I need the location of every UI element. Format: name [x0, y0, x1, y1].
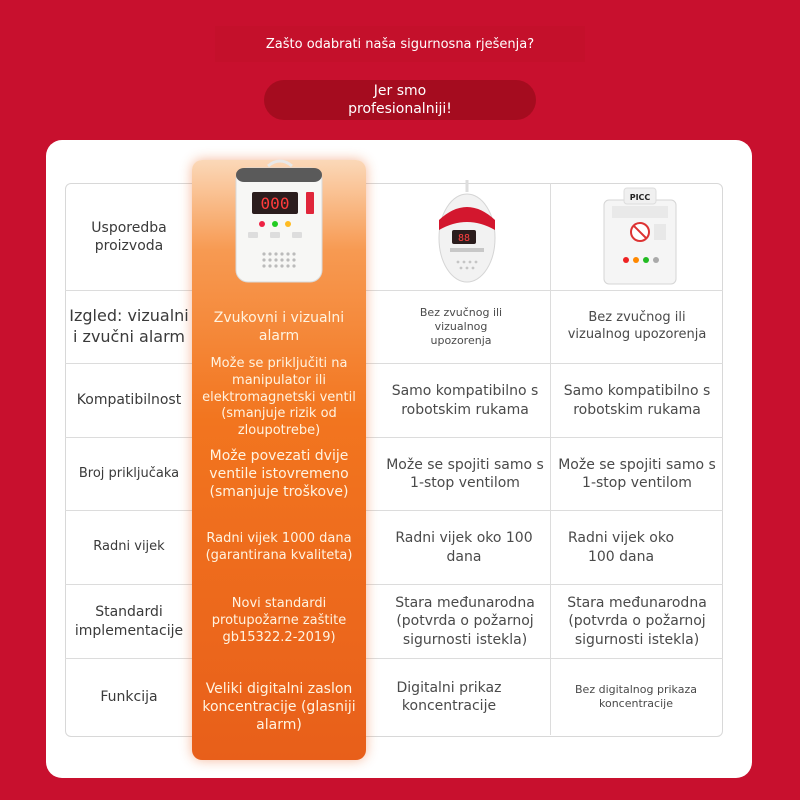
competitor-b-cell-connections: Može se spojiti samo s 1-stop ventilom — [558, 456, 716, 491]
competitor-a-image — [412, 180, 522, 286]
competitor-a-cell-connections: Može se spojiti samo s 1-stop ventilom — [386, 456, 544, 491]
competitor-b-cell-lifespan: Radni vijek oko 100 dana — [567, 530, 675, 565]
competitor-b-cell-standards: Stara međunarodna (potvrda o požarnoj sigurnosti istekla) — [567, 595, 707, 648]
competitor-a-cell-function: Digitalni prikaz koncentracije — [396, 679, 502, 714]
row-label-product-comparison: Usporedba proizvoda — [91, 219, 167, 254]
competitor-a-display-readout: 88 — [457, 233, 471, 244]
row-label-compatibility: Kompatibilnost — [76, 392, 182, 409]
our-cell-lifespan: Radni vijek 1000 dana (garantirana kvaliteta) — [205, 530, 353, 563]
our-cell-function: Veliki digitalni zaslon koncentracije (glasniji alarm) — [202, 680, 356, 734]
competitor-a-cell-standards: Stara međunarodna (potvrda o požarnoj sigurnosti istekla) — [395, 595, 535, 648]
headline-text: Zašto odabrati naša sigurnosna rješenja? — [265, 36, 535, 52]
competitor-b-cell-compatibility: Samo kompatibilno s robotskim rukama — [563, 383, 711, 418]
our-product-image — [222, 158, 338, 288]
gas-detector-icon — [222, 158, 338, 288]
row-label-function: Funkcija — [100, 688, 158, 705]
row-label-lifespan: Radni vijek — [93, 539, 165, 555]
competitor-b-image — [596, 186, 684, 286]
our-cell-standards: Novi standardi protupožarne zaštite gb15322.2-2019) — [211, 596, 347, 645]
our-cell-compatibility: Može se priključiti na manipulator ili elektromagnetski ventil (smanjuje rizik od zloupotrebe) — [202, 355, 356, 439]
slogan-pill — [264, 80, 536, 120]
row-label-standards: Standardi implementacije — [74, 604, 184, 639]
our-cell-appearance: Zvukovni i vizualni alarm — [213, 309, 345, 344]
column-divider — [550, 183, 551, 735]
page-headline — [215, 26, 585, 62]
our-cell-connections: Može povezati dvije ventile istovremeno (smanjuje troškove) — [209, 447, 349, 501]
competitor-a-cell-compatibility: Samo kompatibilno s robotskim rukama — [391, 383, 539, 418]
row-label-connections: Broj priključaka — [78, 465, 180, 481]
competitor-a-cell-appearance: Bez zvučnog ili vizualnog upozorenja — [419, 305, 503, 348]
slogan-text: Jer smo profesionalniji! — [348, 83, 452, 117]
competitor-a-cell-lifespan: Radni vijek oko 100 dana — [395, 530, 533, 565]
our-display-readout: 000 — [260, 194, 290, 213]
competitor-b-cell-function: Bez digitalnog prikaza koncentracije — [575, 682, 697, 710]
row-label-appearance: Izgled: vizualni i zvučni alarm — [69, 306, 189, 346]
competitor-b-cell-appearance: Bez zvučnog ili vizualnog upozorenja — [567, 310, 707, 342]
gas-detector-icon — [412, 180, 522, 286]
competitor-b-brand: PICC — [629, 193, 651, 202]
gas-detector-icon — [596, 186, 684, 286]
